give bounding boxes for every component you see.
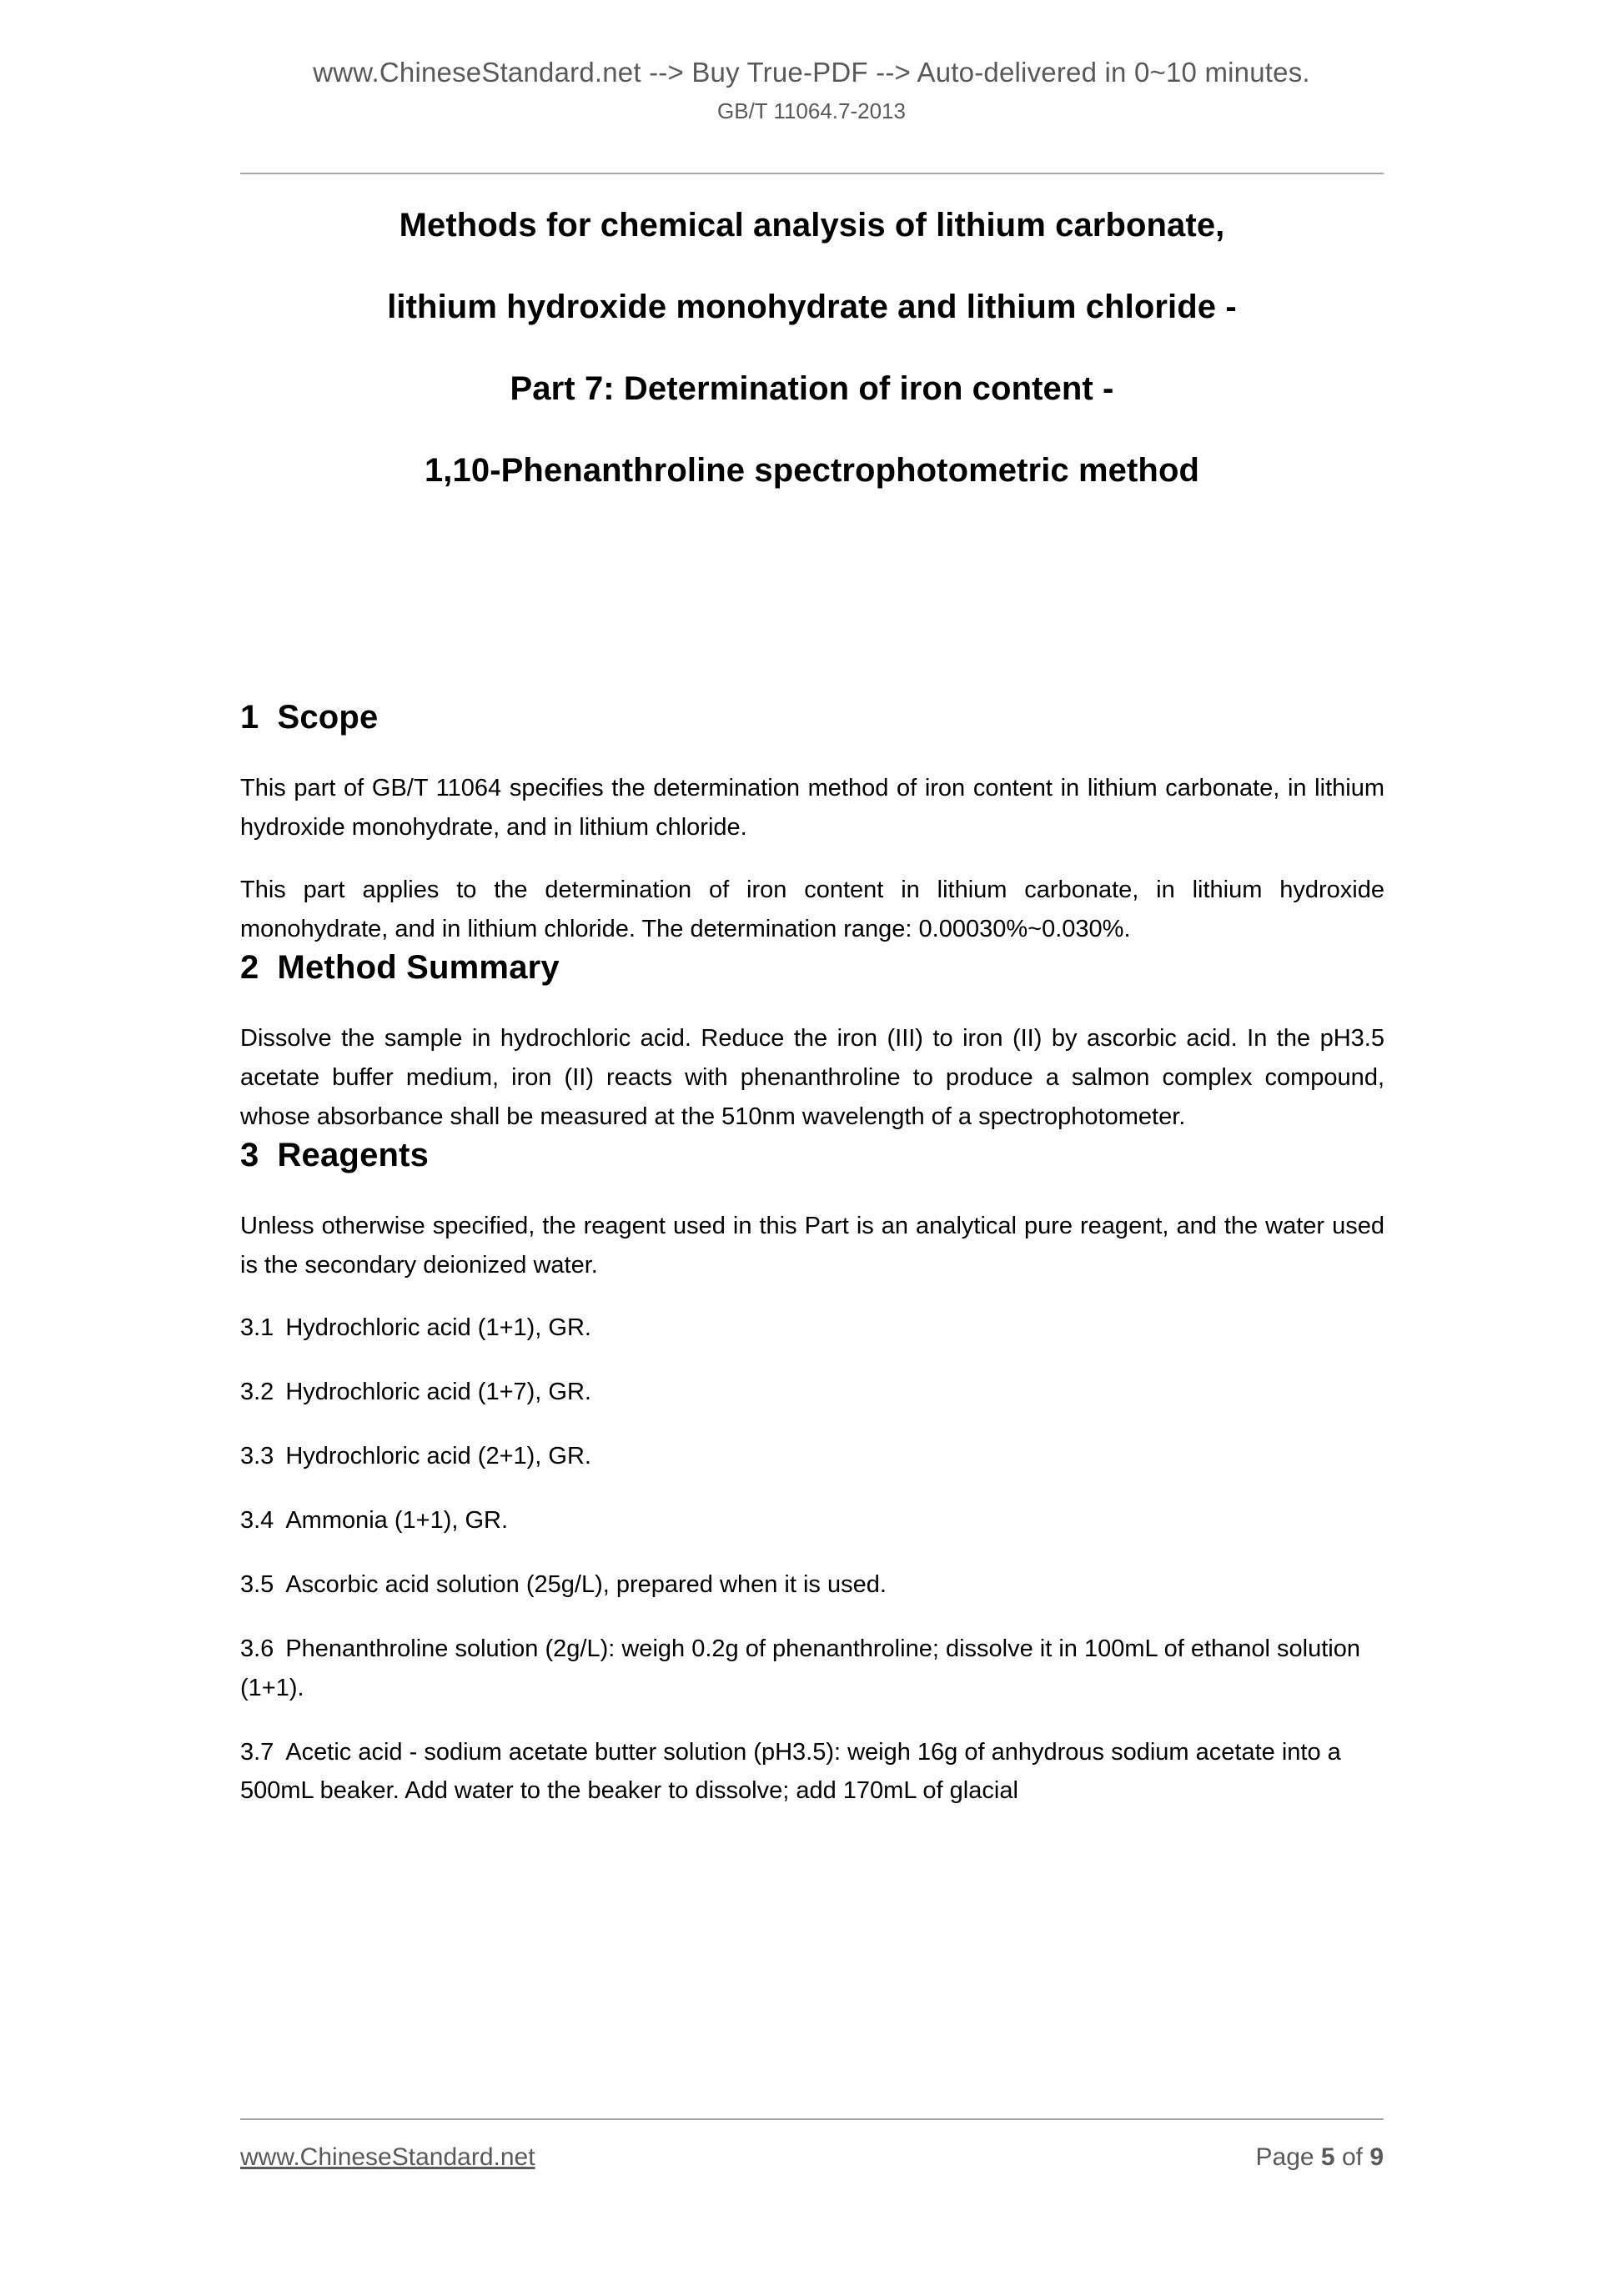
list-item-number: 3.7 <box>240 1738 274 1766</box>
list-item <box>240 1733 1384 1811</box>
header-standard-number: GB/T 11064.7-2013 <box>717 98 906 124</box>
list-item <box>240 1630 1384 1708</box>
page-current-number: 5 <box>1320 2143 1335 2171</box>
header-promo-text: www.ChineseStandard.net --> Buy True-PDF --> Auto-delivered in 0~10 minutes. <box>313 57 1310 88</box>
document-body <box>240 699 1384 1836</box>
title-line-3: Part 7: Determination of iron content - <box>510 370 1114 407</box>
list-item-text: Ammonia (1+1), GR. <box>285 1506 509 1534</box>
scope-paragraph-1: This part of GB/T 11064 specifies the determination method of iron content in lithium carbonate, in lithium hydroxide monohydrate, and in lithium chloride. <box>240 775 1384 841</box>
list-item-text: Hydrochloric acid (1+1), GR. <box>285 1314 591 1341</box>
reagents-intro-paragraph: Unless otherwise specified, the reagent used in this Part is an analytical pure reagent, and the water used is the secondary deionized water. <box>240 1212 1384 1279</box>
title-line-1: Methods for chemical analysis of lithium carbonate, <box>399 207 1225 244</box>
section-title: Method Summary <box>277 948 560 986</box>
list-item-number: 3.2 <box>240 1378 274 1405</box>
list-item-text: Acetic acid - sodium acetate butter solution (pH3.5): weigh 16g of anhydrous sodium acetate into a 500mL beaker. Add water to the beaker to dissolve; add 170mL of glacial <box>240 1738 1341 1805</box>
list-item-number: 3.3 <box>240 1442 274 1470</box>
page-footer <box>240 2143 1384 2172</box>
list-item <box>240 1565 1384 1605</box>
section-title: Scope <box>277 699 379 736</box>
page-number-indicator <box>1256 2143 1384 2172</box>
list-item <box>240 1437 1384 1476</box>
header-divider <box>240 173 1384 174</box>
footer-divider <box>240 2118 1384 2120</box>
section-title: Reagents <box>277 1136 430 1173</box>
section-number: 3 <box>240 1136 259 1173</box>
document-title <box>240 208 1384 487</box>
section-heading-method-summary <box>240 949 1384 986</box>
list-item <box>240 1373 1384 1412</box>
list-item-text: Hydrochloric acid (1+7), GR. <box>285 1378 591 1405</box>
page-prefix-label: Page <box>1255 2143 1321 2171</box>
list-item-number: 3.6 <box>240 1635 274 1662</box>
footer-website-link[interactable]: www.ChineseStandard.net <box>240 2143 535 2171</box>
list-item <box>240 1309 1384 1348</box>
list-item-number: 3.1 <box>240 1314 274 1341</box>
list-item-number: 3.5 <box>240 1570 274 1598</box>
list-item-text: Ascorbic acid solution (25g/L), prepared when it is used. <box>285 1570 887 1598</box>
scope-paragraph-2: This part applies to the determination of iron content in lithium carbonate, in lithium hydroxide monohydrate, and in lithium chloride. The determination range: 0.00030%~0.030%. <box>240 876 1384 942</box>
page-total-number: 9 <box>1369 2143 1384 2171</box>
list-item-text: Hydrochloric acid (2+1), GR. <box>285 1442 591 1470</box>
title-line-2: lithium hydroxide monohydrate and lithium chloride - <box>387 289 1237 325</box>
list-item <box>240 1501 1384 1540</box>
list-item-number: 3.4 <box>240 1506 274 1534</box>
section-number: 1 <box>240 699 259 736</box>
section-number: 2 <box>240 948 259 986</box>
page-of-label: of <box>1334 2143 1370 2171</box>
method-summary-paragraph-1: Dissolve the sample in hydrochloric acid. Reduce the iron (III) to iron (II) by ascorbic acid. In the pH3.5 acetate buffer medium, iron (II) reacts with phenanthroline to produce a salmon complex compound, whose absorbance shall be measured at the 510nm wavelength of a spectrophotometer. <box>240 1024 1384 1130</box>
section-heading-reagents <box>240 1137 1384 1173</box>
page-header <box>0 55 1623 125</box>
list-item-text: Phenanthroline solution (2g/L): weigh 0.2g of phenanthroline; dissolve it in 100mL of ethanol solution (1+1). <box>240 1635 1361 1701</box>
section-heading-scope <box>240 699 1384 736</box>
title-line-4: 1,10-Phenanthroline spectrophotometric method <box>424 452 1200 489</box>
